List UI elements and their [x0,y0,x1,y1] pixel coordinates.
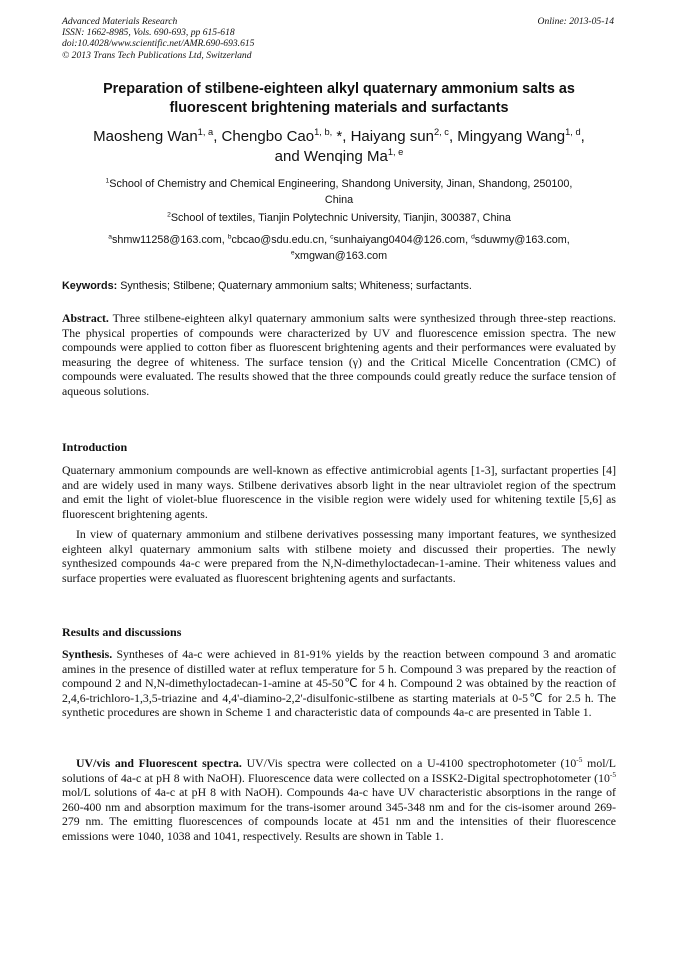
title-line-1: Preparation of stilbene-eighteen alkyl quaternary ammonium salts as [103,81,575,97]
doi: doi:10.4028/www.scientific.net/AMR.690-693.615 [62,38,255,50]
email-address[interactable]: sduwmy@163.com [474,234,567,246]
email-address[interactable]: sunhaiyang0404@126.com [333,234,466,246]
synthesis-text: Syntheses of 4a-c were achieved in 81-91% yields by the reaction between compound 3 and aromatic amines in the presence of distilled water at reflux temperature for 5 h. Compound 3 was prepared by the reaction of compound 2 and N,N-dimethyloctadecan-1-amine at 45-50℃ for 4 h. Compound 2 was obtained by the reaction of 2,4,6-trichloro-1,3,5-triazine and 4,4'-diamino-2,2'-disulfonic-stilbene as starting materials at 0-5℃ for 2.5 h. The synthetic procedures are shown in Scheme 1 and characteristic data of compounds 4a-c are presented in Table 1. [62,647,616,719]
copyright: © 2013 Trans Tech Publications Ltd, Switzerland [62,49,252,61]
exponent: -5 [576,755,583,765]
author-name: Haiyang sun [350,128,434,145]
exponent: -5 [609,769,616,779]
affiliation-text: School of Chemistry and Chemical Engineering, Shandong University, Jinan, Shandong, 250100, [109,178,573,190]
keywords [62,279,616,294]
email-mark: a [108,233,112,241]
uv-vis-text: UV/Vis spectra were collected on a U-4100 spectrophotometer (10 [241,756,577,770]
corresponding-mark: * [332,128,343,145]
uv-vis-label: UV/vis and Fluorescent spectra. [76,756,242,770]
email-mark: d [471,233,475,241]
introduction-paragraph-1: Quaternary ammonium compounds are well-known as effective antimicrobial agents [1-3], surfactant properties [4] and are widely used in many ways. Stilbene derivatives absorb light in the near ultraviolet region of the spectrum and emit the light of violet-blue fluorescence in the visible region were widely used for whitening textile [5,6] as fluorescent brightening agents. [62,463,616,521]
affiliation-number: 1 [105,177,110,185]
journal-header [62,16,254,61]
author-name: Chengbo Cao [221,128,315,145]
author-affiliation-mark: 1, e [387,147,404,157]
author-name: Wenqing Ma [303,148,388,165]
online-date: Online: 2013-05-14 [537,16,614,27]
author-affiliation-mark: 1, b, [314,127,333,137]
affiliation-text: School of textiles, Tianjin Polytechnic University, Tianjin, 300387, China [170,212,511,224]
affiliation-1 [62,176,616,208]
email-mark: b [227,233,232,241]
author-name: Maosheng Wan [93,128,198,145]
synthesis-paragraph [62,647,616,720]
author-conjunction: and [274,148,304,165]
author-affiliation-mark: 2, c [433,127,449,137]
uv-vis-text: mol/L solutions of 4a-c at pH 8 with NaOH). Compounds 4a-c have UV characteristic absorptions in the range of 260-400 nm and absorption maximum for the trans-isomer around 345-348 nm and for the cis-isomer around 269-279 nm. The emitting fluorescences of compounds locate at 451 nm and the intensities of their fluorescence emissions were 1040, 1038 and 1041, respectively. Results are shown in Table 1. [62,785,616,843]
keywords-text: Synthesis; Stilbene; Quaternary ammonium salts; Whiteness; surfactants. [117,280,472,292]
authors-line-2 [62,147,616,167]
section-heading-results: Results and discussions [62,625,182,639]
email-mark: c [330,233,334,241]
uv-vis-paragraph [62,756,616,843]
author-list [62,127,616,167]
affiliation-text: China [324,194,354,206]
affiliation-number: 2 [167,211,171,219]
introduction-paragraph-2: In view of quaternary ammonium and stilbene derivatives possessing many important features, we synthesized eighteen alkyl quaternary ammonium salts with stilbene moiety and discussed their properties. The newly synthesized compounds 4a-c were prepared from the N,N-dimethyloctadecan-1-amine. Their whiteness values and surface properties were evaluated as fluorescent brightening agents and surfactants. [62,527,616,585]
abstract-text: Three stilbene-eighteen alkyl quaternary ammonium salts were synthesized through three-step reactions. The physical properties of compounds were characterized by UV and fluorescence emission spectra. The new compounds were applied to cotton fiber as fluorescent brightening agents and their performances were evaluated by measuring the degree of whiteness. The surface tension (γ) and the Critical Micelle Concentration (CMC) of compounds were evaluated. The results showed that the three compounds could greatly reduce the surface tension of aqueous solutions. [62,311,616,398]
author-affiliation-mark: 1, a [197,127,214,137]
title-line-2: fluorescent brightening materials and surfactants [169,100,509,116]
paper-title [62,80,616,118]
section-heading-introduction: Introduction [62,440,128,454]
author-affiliation-mark: 1, d [565,127,581,137]
author-name: Mingyang Wang [457,128,566,145]
uv-vis-text: mol/L solutions of 4a-c at pH 8 with NaOH). Fluorescence data were collected on a ISSK2-Digital spectrophotometer (10 [62,756,617,785]
email-address[interactable]: shmw11258@163.com [111,234,222,246]
keywords-label: Keywords: [62,280,118,292]
abstract [62,311,616,398]
synthesis-label: Synthesis. [62,647,113,661]
email-address[interactable]: xmgwan@163.com [294,250,388,262]
issn: ISSN: 1662-8985, Vols. 690-693, pp 615-618 [62,27,235,39]
email-mark: e [290,249,295,257]
journal-name: Advanced Materials Research [62,16,178,27]
authors-line-1: Maosheng Wan$^{1, a}$, Chengbo Cao$^{1, b,}$ *, Haiyang sun$^{2, c}$, Mingyang Wang$^{1, d}$, [93,127,585,145]
abstract-label: Abstract. [62,311,109,325]
affiliation-2 [62,210,616,226]
author-emails: $^a$shmw11258@163.com, $^b$cbcao@sdu.edu.cn, $^c$sunhaiyang0404@126.com, $^d$sduwmy@163.com, $^e$xmgwan@163.com [108,233,570,262]
email-address[interactable]: cbcao@sdu.edu.cn [231,234,325,246]
